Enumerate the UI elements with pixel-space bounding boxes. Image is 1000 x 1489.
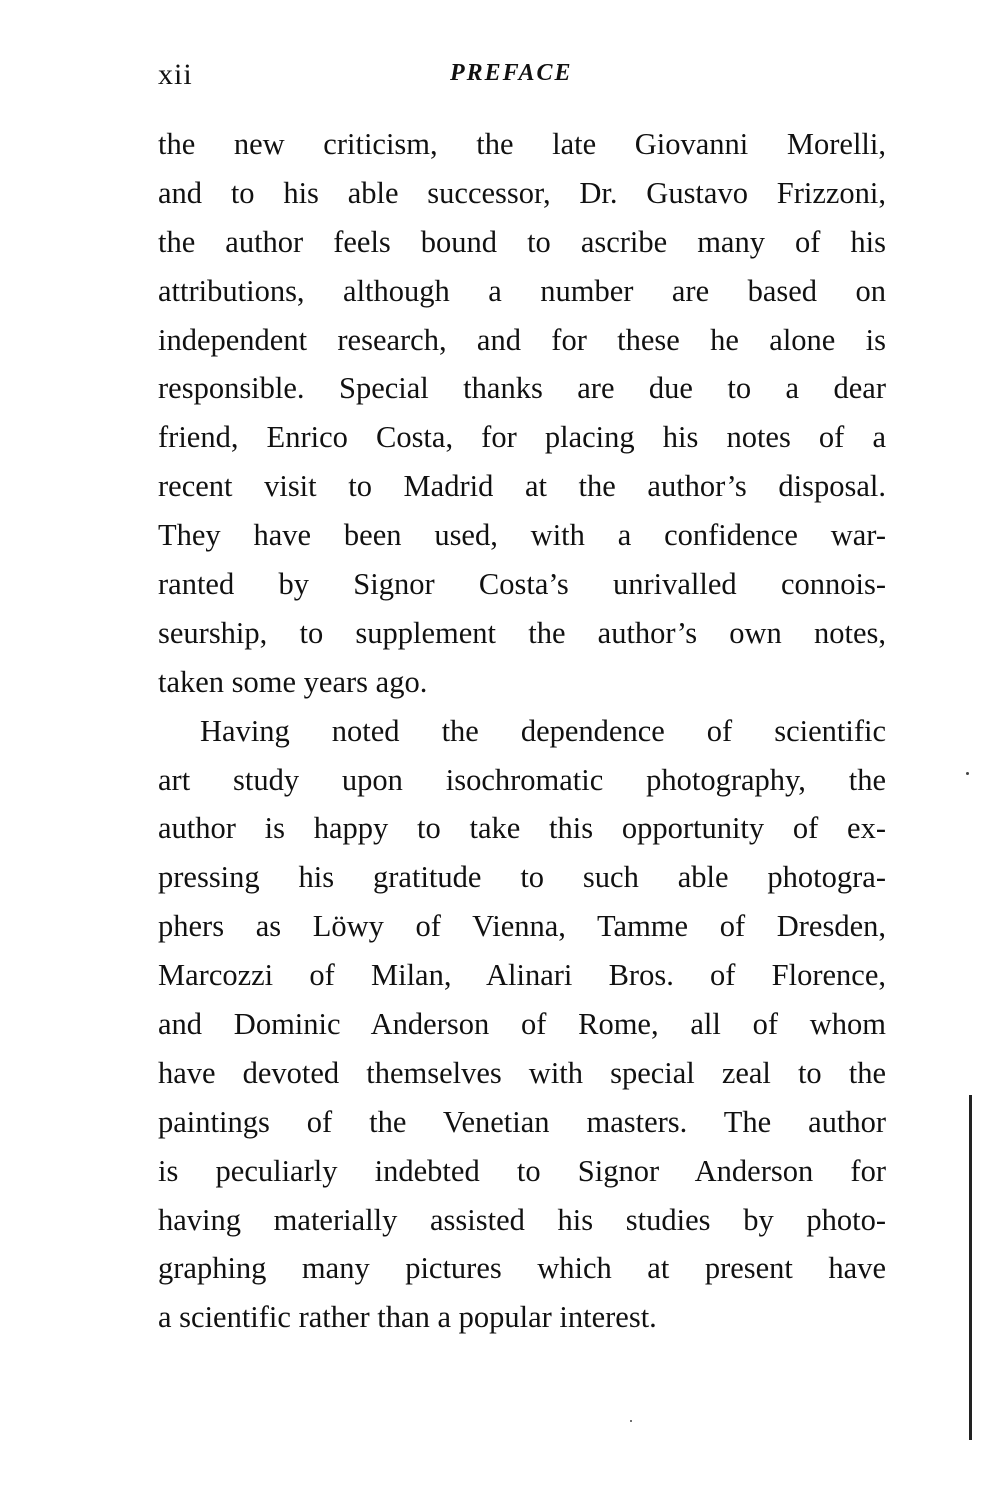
text-line: is peculiarly indebted to Signor Anderson for [158,1153,886,1188]
text-line: recent visit to Madrid at the author’s disposal. [158,469,886,504]
text-line: responsible. Special thanks are due to a dear [158,371,886,406]
text-line: have devoted themselves with special zeal to the [158,1055,886,1090]
text-line: the new criticism, the late Giovanni Morelli, [158,127,886,161]
text-line: friend, Enrico Costa, for placing his notes of a [158,420,886,455]
running-title: PREFACE [450,60,573,86]
text-line: having materially assisted his studies by photo- [158,1202,886,1237]
text-line: phers as Löwy of Vienna, Tamme of Dresden, [158,909,886,944]
text-line: art study upon isochromatic photography, the [158,762,886,797]
body-text [158,120,886,1342]
page-number: xii [158,58,193,91]
text-line: Having noted the dependence of scientific [200,713,886,748]
text-line: seurship, to supplement the author’s own notes, [158,615,886,650]
text-line: the author feels bound to ascribe many of his [158,224,886,259]
scan-speck [630,1420,632,1422]
text-line: attributions, although a number are based on [158,273,886,308]
text-line: a scientific rather than a popular interest. [158,1300,657,1335]
text-line: and Dominic Anderson of Rome, all of whom [158,1007,886,1042]
text-line: taken some years ago. [158,664,428,699]
scan-edge-line [969,1095,972,1440]
running-head [158,58,888,94]
text-line: paintings of the Venetian masters. The author [158,1104,886,1139]
text-line: They have been used, with a confidence war- [158,518,886,553]
text-line: independent research, and for these he alone is [158,322,886,357]
text-line: ranted by Signor Costa’s unrivalled connois- [158,567,886,602]
text-line: and to his able successor, Dr. Gustavo Frizzoni, [158,175,886,210]
text-line: Marcozzi of Milan, Alinari Bros. of Florence, [158,958,886,993]
text-line: pressing his gratitude to such able photogra- [158,860,886,895]
text-line: graphing many pictures which at present have [158,1251,886,1286]
scan-speck [966,772,969,775]
text-line: author is happy to take this opportunity of ex- [158,811,886,846]
